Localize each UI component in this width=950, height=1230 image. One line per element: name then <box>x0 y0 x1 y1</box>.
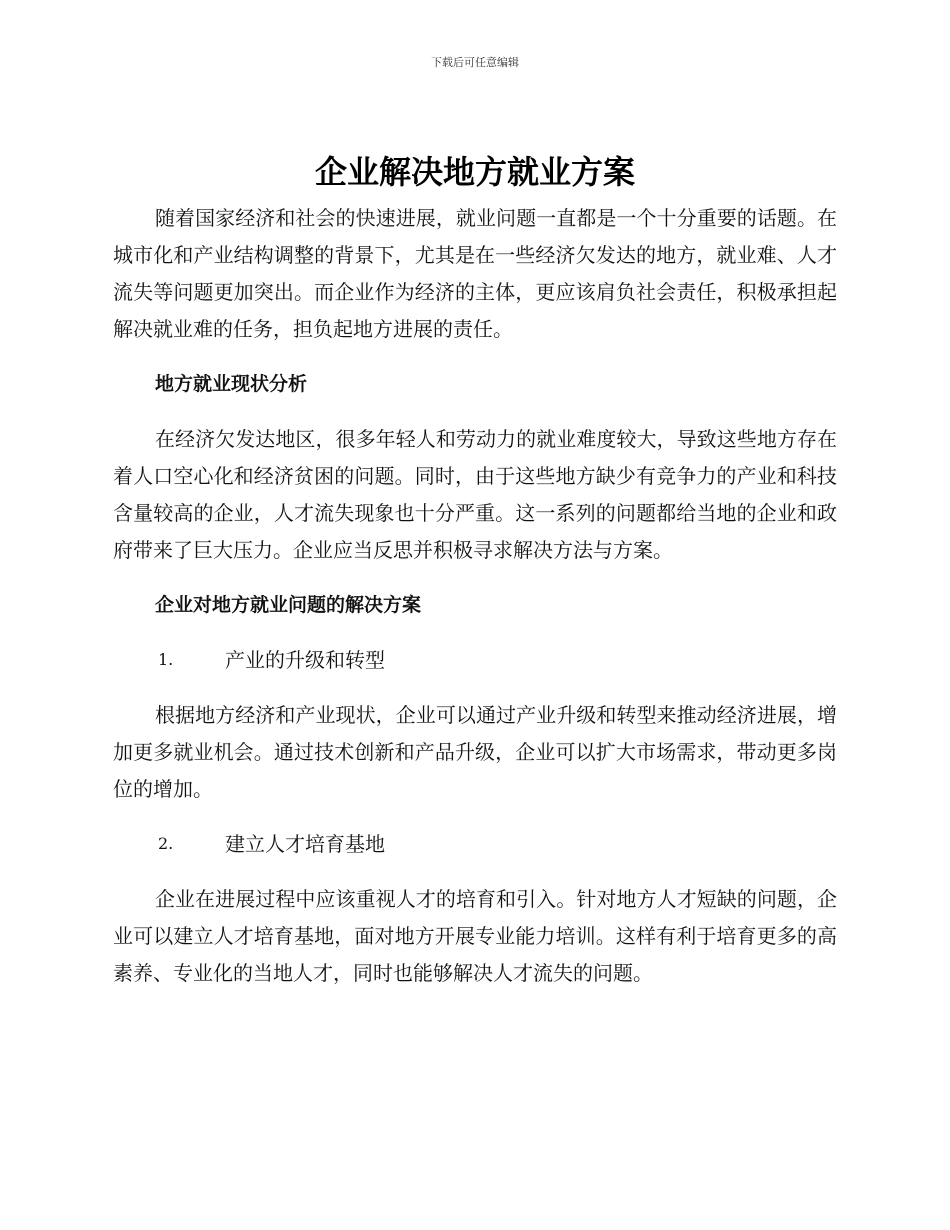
page-header-note: 下载后可任意编辑 <box>431 56 519 69</box>
status-paragraph: 在经济欠发达地区，很多年轻人和劳动力的就业难度较大，导致这些地方存在着人口空心化和经济贫困的问题。同时，由于这些地方缺少有竞争力的产业和科技含量较高的企业，人才流失现象也十分严重。这一系列的问题都给当地的企业和政府带来了巨大压力。企业应当反思并积极寻求解决方法与方案。 <box>113 427 837 562</box>
intro-paragraph: 随着国家经济和社会的快速进展，就业问题一直都是一个十分重要的话题。在城市化和产业结构调整的背景下，尤其是在一些经济欠发达的地方，就业难、人才流失等问题更加突出。而企业作为经济的主体，更应该肩负社会责任，积极承担起解决就业难的任务，担负起地方进展的责任。 <box>113 206 837 341</box>
document-title: 企业解决地方就业方案 <box>314 153 635 191</box>
section-heading-solutions: 企业对地方就业问题的解决方案 <box>155 594 422 616</box>
list-item-heading <box>113 642 837 678</box>
solution-paragraph: 企业在进展过程中应该重视人才的培育和引入。针对地方人才短缺的问题，企业可以建立人才培育基地，面对地方开展专业能力培训。这样有利于培育更多的高素养、专业化的当地人才，同时也能够解决人才流失的问题。 <box>113 887 837 985</box>
list-item-number: 2. <box>158 834 174 853</box>
list-item-title: 建立人才培育基地 <box>225 832 385 856</box>
section-heading-status: 地方就业现状分析 <box>155 373 308 395</box>
document-content <box>113 148 837 992</box>
solution-paragraph: 根据地方经济和产业现状，企业可以通过产业升级和转型来推动经济进展，增加更多就业机会。通过技术创新和产品升级，企业可以扩大市场需求，带动更多岗位的增加。 <box>113 703 837 801</box>
list-item-title: 产业的升级和转型 <box>225 648 385 672</box>
list-item-heading <box>113 826 837 862</box>
list-item-number: 1. <box>158 650 174 669</box>
